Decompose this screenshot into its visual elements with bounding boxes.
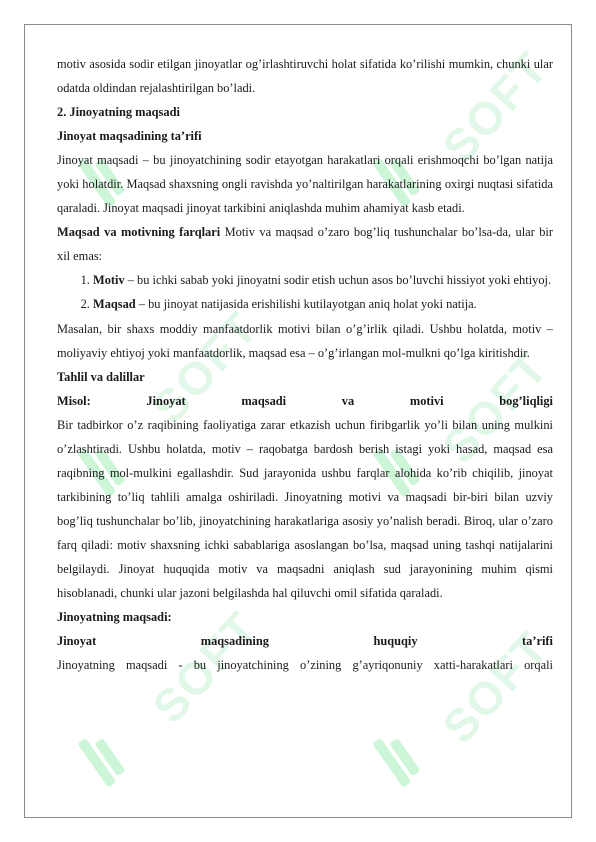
- document-body: [57, 52, 553, 677]
- subheading-legal: Jinoyat maqsadining huquqiy ta’rifi: [57, 634, 553, 649]
- subheading-misol: Misol: Jinoyat maqsadi va motivi bog’liqligi: [57, 393, 553, 408]
- watermark-text: SOFT: [432, 621, 559, 753]
- paragraph-differences: [57, 220, 553, 268]
- list-item: [93, 268, 553, 292]
- list-item: [93, 292, 553, 316]
- paragraph-last: Jinoyatning maqsadi - bu jinoyatchining o’zining g’ayriqonuniy xatti-harakatlari orqali: [57, 658, 553, 673]
- paragraph-intro: motiv asosida sodir etilgan jinoyatlar og’irlashtiruvchi holat sifatida ko’rilishi mumkin, chunki ular odatda oldindan rejalashtirilgan bo’ladi.: [57, 57, 553, 96]
- watermark-text: SOFT: [142, 301, 269, 433]
- section-heading: 2. Jinoyatning maqsadi: [57, 105, 180, 120]
- differences-label: Maqsad va motivning farqlari: [57, 225, 221, 240]
- differences-list: [57, 268, 553, 316]
- watermark-text: SOFT: [142, 601, 269, 733]
- paragraph-misol: Bir tadbirkor o’z raqibining faoliyatiga zarar etkazish uchun firibgarlik yo’li bilan uning mulkini o’zlashtiradi. Ushbu holatda, motiv – raqobatga bardosh berish istagi yoki hasad, maqsad esa raqibning mol-mulkini egallashdir. Sud jarayonida ushbu farqlar alohida ko’rib chiqilib, jinoyat tarkibining to’liq tahlili amalga oshiriladi. Jinoyatning motivi va maqsadi bir-biri bilan uzviy bog’liq tushunchalar bo’lib, jinoyatchining harakatlariga asosiy yo’nalish beradi. Biroq, ular o’zaro farq qiladi: motiv shaxsning ichki sabablariga asoslangan bo’lsa, maqsad uning tashqi natijalarini belgilaydi. Jinoyat huquqida motiv va maqsadni aniqlash sud jarayonining muhim qismi hisoblanadi, chunki ular jazoni belgilashda hal qiluvchi omil sifatida qaraladi.: [57, 417, 553, 601]
- list-item-term: Maqsad: [93, 297, 136, 312]
- differences-text: Motiv va maqsad o’zaro bog’liq tushunchalar bo’lsa-da, ular bir xil emas:: [57, 225, 553, 264]
- subheading-goal: Jinoyatning maqsadi:: [57, 610, 172, 625]
- paragraph-definition: Jinoyat maqsadi – bu jinoyatchining sodir etayotgan harakatlari orqali erishmoqchi bo’lgan natija yoki holatdir. Maqsad shaxsning ongli ravishda yo’naltirilgan harakatlarining oxirgi nuqtasi sifatida qaraladi. Jinoyat maqsadi jinoyat tarkibini aniqlashda muhim ahamiyat kasb etadi.: [57, 153, 553, 216]
- watermark-text: SOFT: [432, 341, 559, 473]
- subheading-definition: Jinoyat maqsadining ta’rifi: [57, 129, 202, 144]
- list-item-text: – bu ichki sabab yoki jinoyatni sodir etish uchun asos bo’luvchi hissiyot yoki ehtiyoj.: [124, 273, 552, 288]
- list-item-text: – bu jinoyat natijasida erishilishi kutilayotgan aniq holat yoki natija.: [135, 297, 477, 312]
- subheading-analysis: Tahlil va dalillar: [57, 369, 145, 384]
- watermark-text: SOFT: [432, 41, 559, 173]
- paragraph-example: Masalan, bir shaxs moddiy manfaatdorlik motivi bilan o’g’irlik qiladi. Ushbu holatda, motiv – moliyaviy ehtiyoj yoki manfaatdorlik, maqsad esa – o’g’irlangan mol-mulkni qo’lga kiritishdir.: [57, 321, 553, 360]
- list-item-term: Motiv: [93, 273, 125, 288]
